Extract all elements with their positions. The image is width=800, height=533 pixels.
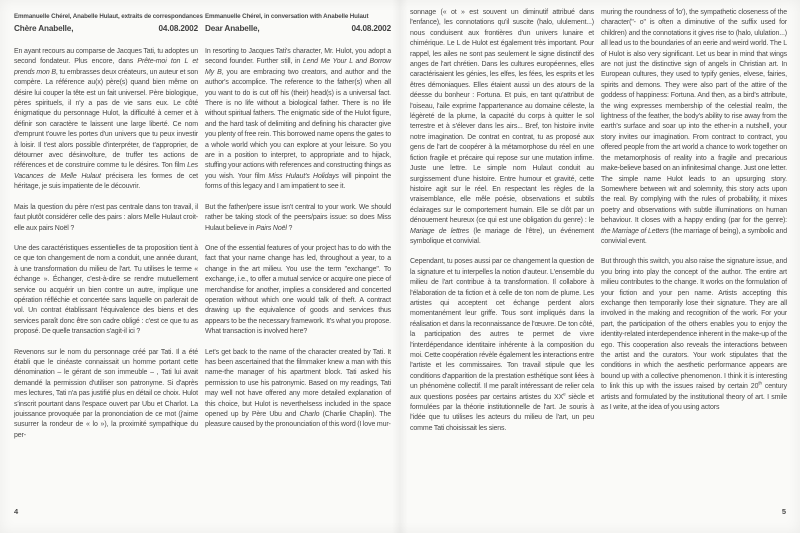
page-number-right: 5 xyxy=(781,507,786,516)
english-paragraph: In resorting to Jacques Tati's character, Mr. Hulot, you adopt a second founder. Further still, in Lend Me Your L and Borrow My B, you are embracing two creators, and author and the author's accomplice. The reference to the father(s) when all you want to do is cut off his (their) head(s) is a universal fact. There is no life without a biological father. There is no life without spiritual fathers. The enigmatic side of the Hulot figure, and the hard task of delimiting and defining his character give you plenty of free rein. This borrowed name opens the gates to a whole world which you can explore at your leisure. So you are in a position to interpret, to appropriate and to hijack, stuffing your actions with references and constructing things as you wish. Your film Miss Hulaut's Holidays will pinpoint the forms of this legacy and I am impatient to see it. xyxy=(205,48,392,191)
english-continued-body xyxy=(601,8,787,413)
english-continued-column xyxy=(601,8,787,444)
english-column xyxy=(205,13,391,451)
french-continued-column xyxy=(410,8,594,444)
french-paragraph: Revenons sur le nom du personnage créé par Tati. Il a été établi que le cinéaste connaissait un homme portant cette dénomination – le gérant de son immeuble – , Tati lui avait demandé la permission d'utiliser son patronyme. Si d'après mes lectures, Tati n'a pas justifié plus en détail ce choix. Hulot s'inscrit pourtant dans l'espace ouvert par Ubu et Charlot. La jouissance provoquée par la prononciation de ce mot (j'aime susurrer la rondeur de « lo »), la proximité sympathique du per- xyxy=(14,348,198,439)
english-paragraph: One of the essential features of your project has to do with the fact that your name change has led, throughout a year, to a change in the art milieu. You use the term "exchange". To exchange, i.e., to offer a mutual service or acquire one piece of merchandise for another, implies a considered and concerted operation without which one would talk of theft. A contract drawing up the equivalence of goods and services thus appears to be the necessary framework. It's what you propose. What transaction is involved here? xyxy=(205,244,391,336)
english-letter-date: 04.08.2002 xyxy=(351,24,391,33)
english-salutation: Dear Anabelle, xyxy=(205,24,260,33)
french-paragraph: Mais la question du père n'est pas centrale dans ton travail, il faut plutôt considérer celle des pairs : alors Melle Hulaut croit-elle aux pairs Noël ? xyxy=(14,203,198,232)
english-paragraph: Let's get back to the name of the character created by Tati. It has been ascertained that the filmmaker knew a man with this name-the manager of his apartment block. Tati asked his permission to use his patronymic. Based on my readings, Tati may well not have offered any more detailed explanation of this choice, but Hulot is neverthelsess included in the space opened up by Père Ubu and Charlo (Charlie Chaplin). The pleasure caused by the pronounciation of this word (I love mur- xyxy=(205,348,391,429)
french-paragraph: Cependant, tu poses aussi par ce changement la question de la signature et tu interpelles la notion d'auteur. L'ensemble du milieu de l'art contribue à ta transformation. Il collabore à l'élaboration de ta fiction et à celle de ton nom de plume. Les artistes qui acceptent cet échange perdent alors momentanément leur griffe. Tous sont impliqués dans la réalisation et dans la reconnaissance de l'œuvre. De ton côté, la participation des autres te permet de vivre l'interdépendance identitaire inhérente à la composition du moi. Cette coopération révèle également les interactions entre l'artiste et les commissaires. Ton travail stipule que les conditions d'apparition de la prestation esthétique sont liées à un phénomène collectif. Il me paraît intéressant de relier cela aux questions posées par certains artistes du XXe siècle et formulées par la théorie institutionnelle de l'art. Je souris à l'idée que tu utilises les acteurs du milieu de l'art, un peu comme Tati choisissait les siens. xyxy=(410,258,594,432)
french-column-header: Emmanuelle Chérel, Anabelle Hulaut, extraits de correspondances xyxy=(14,13,203,20)
french-salutation: Chère Anabelle, xyxy=(14,24,74,33)
english-body xyxy=(205,47,391,431)
french-paragraph: Une des caractéristiques essentielles de ta proposition tient à ce que ton changement de nom a conduit, une année durant, à une transformation du milieu de l'art. Tu utilises le terme « échange ». Échanger, c'est-à-dire se rendre mutuellement service ou acquérir un bien contre un autre, implique une opération réfléchie et concertée sans laquelle on parlerait de vol. Un contrat établissant l'équivalence des biens et des services paraît donc être son cadre obligé : c'est ce que tu as proposé. De quelle transaction s'agit-il ici ? xyxy=(14,244,198,336)
french-column xyxy=(14,13,203,451)
french-body xyxy=(14,47,198,441)
english-column-header: Emmanuelle Chérel, in conversation with Anabelle Hulaut xyxy=(205,13,369,20)
right-page xyxy=(400,0,800,533)
page-number-left: 4 xyxy=(14,507,19,516)
french-paragraph: sonnage (« ot » est souvent un diminutif attribué dans l'enfance), les connotations qu'il suscite (halo, ululement...) nous conduisent aux frontières d'un univers lunaire et chimérique. Le L de Hulot est également très important. Pour rappel, les ailes ne sont pas seulement le signe distinctif des anges de l'art chrétien. Dans les cultures européennes, elles caractérisaient les génies, les elfes, les fées, les esprits et les êtres démoniaques. Elles étaient aussi un des atours de la déesse du bonheur : Fortuna. Et puis, en tant qu'attribut de l'oiseau, l'aile exprime l'appartenance au domaine céleste, la légèreté de la plume, la capacité du corps à quitter le sol terrestre et à s'élever dans les airs... Bref, ton histoire invite notre imagination. De contrat en contrat, tu as proposé aux gens de l'art de coopérer à la métamorphose du réel en une fiction fragile et précaire qui repose sur une mutation infime. Juste une lettre. Le simple nom Hulaut conduit au surgissement d'une histoire. Entre humour et gravité, cette histoire agit sur le réel. En respectant les règles de la vraisemblance, elle mêle poésie, observations et subtils éclairages sur le comportement humain. Elle se clôt par un dénouement heureux (ce qui est une obligation du genre) : le Mariage de lettres (le mariage de l'être), un événement symbolique et convivial. xyxy=(410,9,594,245)
english-paragraph: muring the roundness of 'lo'), the sympathetic closeness of the character("- o" is often a diminutive of the suffix used for children) and the connotations it gives rise to (halo, ululation...) all lead us to the boundaries of an eerie and weird world. The L of Hulot is also very significant. Let us bear in mind that wings are not just the distinctive sign of angels in Christian art. In European cultures, they used to typify genies, elvese, fairies, spirits and demons. They were also part of the attire of the goddess of happiness: Fortuna. And then, as a bird's attribute, the wing expresses membership of the celestial realm, the lightness of the feather, the body's ability to rise away from the earth's surface and soar up into the ether-in a nutshell, your story invites our imagination. From contract to contract, you offered people from the art world a chance to work together on the metamorphosis of reality into a fragile and precarious make-believe based on an infinitesimal change. Just one letter. The simple name Hulot leads to an upsurging story. Somewhere between wit and solemnity, this story acts upon the real. By complying with the rules of probability, it mixes poetry and observations with subtle illuminations on human behaviour. It closes with a happy ending (par for the genre): the Marriage of Letters (the marriage of being), a symbolic and convivial event. xyxy=(601,9,787,245)
french-paragraph: En ayant recours au comparse de Jacques Tati, tu adoptes un second fondateur. Plus encore, dans Prête-moi ton L et prends mon B, tu embrasses deux créateurs, un auteur et son compère. La référence au(x) père(s) quand bien même on désire lui couper la tête est un fait universel. Père biologique, pères spirituels, il n'y a pas de vie sans eux. Le côté énigmatique du personnage Hulot, la difficulté à cerner et à définir son caractère te laissent une large liberté. Ce nom d'emprunt t'ouvre les portes d'un univers que tu peux investir à loisir. Il t'est alors possible d'interpréter, de t'approprier, de détourner avec désinvolture, de truffer tes actions de références et de construire comme tu le désires. Ton film Les Vacances de Melle Hulaut précisera les formes de cet héritage, je suis impatiente de le découvrir. xyxy=(14,48,198,191)
english-salutation-row xyxy=(205,24,391,33)
english-paragraph: But through this switch, you also raise the signature issue, and you bring into play the concept of the author. The entire art milieu contributes to the change. It works on the formulation of your fiction and your pen name. Artists accepting this exchange then temporarily lose their signature. They are all involved in the making and recognition of the work. For your part, the participation of the others enables you to enjoy the identity-related interdependence inherent in the make-up of the ego. This cooperation also reveals the interactions between the artist and the curators. Your work stipulates that the conditions in which the aesthetic performance appears are bound up with a collective phenomenon. I think it is interesting to link this up with the issues raised by certain 20th century artists and formulated by the institutional theory of art. I smile as I write, at the idea of you using actors xyxy=(601,258,788,412)
french-letter-date: 04.08.2002 xyxy=(158,24,198,33)
english-paragraph: But the father/pere issue isn't central to your work. We should rather be taking stock of the peers/pairs issue: so does Miss Hulaut believe in Pairs Noël ? xyxy=(205,203,391,232)
french-continued-body xyxy=(410,8,594,434)
french-salutation-row xyxy=(14,24,198,33)
